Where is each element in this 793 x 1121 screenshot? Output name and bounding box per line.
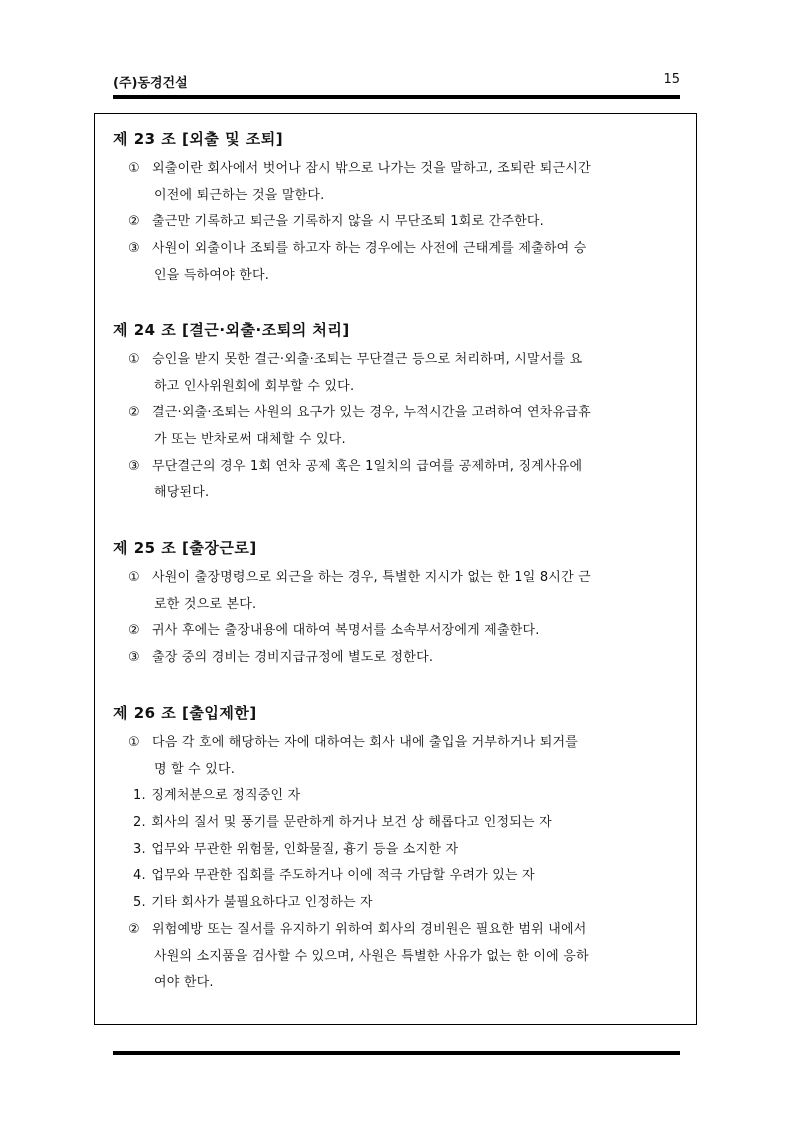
article-title: 제 24 조 [결근·외출·조퇴의 처리] — [113, 321, 350, 339]
clause-continuation: 여야 한다. — [154, 975, 214, 991]
list-item — [113, 837, 685, 864]
article-title: 제 26 조 [출입제한] — [113, 704, 257, 722]
clause-text: 다음 각 호에 해당하는 자에 대하여는 회사 내에 출입을 거부하거나 퇴거를 — [152, 735, 579, 750]
clause-marker: ① — [128, 570, 140, 585]
item-text: 업무와 무관한 위험물, 인화물질, 흉기 등을 소지한 자 — [151, 841, 459, 857]
clause-marker: ③ — [128, 458, 140, 474]
clause-continuation: 해당된다. — [154, 485, 210, 501]
clause-text: 외출이란 회사에서 벗어나 잠시 밖으로 나가는 것을 말하고, 조퇴란 퇴근시간 — [152, 161, 591, 176]
clause-text: 결근·외출·조퇴는 사원의 요구가 있는 경우, 누적시간을 고려하여 연차유급휴 — [152, 405, 591, 421]
clause-marker: ③ — [128, 650, 140, 666]
clause-text: 승인을 받지 못한 결근·외출·조퇴는 무단결근 등으로 처리하며, 시말서를 요 — [152, 352, 583, 367]
list-item — [113, 863, 685, 890]
clause-continuation: 가 또는 반차로써 대체할 수 있다. — [154, 432, 346, 448]
item-number: 1. — [133, 788, 146, 804]
item-number: 5. — [133, 895, 146, 911]
clause-continuation: 하고 인사위원회에 회부할 수 있다. — [154, 378, 355, 394]
list-item — [113, 783, 685, 810]
header-rule — [113, 95, 680, 99]
article-title: 제 23 조 [외출 및 조퇴] — [113, 130, 284, 148]
clause-continuation: 인을 득하여야 한다. — [154, 267, 270, 283]
clause-continuation: 로한 것으로 본다. — [154, 596, 257, 612]
clause-continuation: 사원의 소지품을 검사할 수 있으며, 사원은 특별한 사유가 없는 한 이에 응하 — [154, 948, 589, 964]
article-26 — [113, 702, 685, 997]
clause-line — [113, 917, 685, 944]
footer-rule — [113, 1051, 680, 1055]
clause-line — [113, 347, 685, 374]
clause-text: 위험예방 또는 질서를 유지하기 위하여 회사의 경비원은 필요한 범위 내에서 — [152, 921, 587, 937]
clause-text: 사원이 출장명령으로 외근을 하는 경우, 특별한 지시가 없는 한 1일 8시간 근 — [152, 570, 591, 585]
clause-line — [113, 156, 685, 183]
article-24 — [113, 319, 685, 507]
page-number: 15 — [663, 72, 680, 87]
clause-marker: ① — [128, 352, 140, 367]
article-23 — [113, 128, 685, 289]
clause-text: 사원이 외출이나 조퇴를 하고자 하는 경우에는 사전에 근태계를 제출하여 승 — [152, 241, 587, 257]
company-name: (주)동경건설 — [113, 76, 188, 91]
clause-line — [113, 645, 685, 672]
article-title: 제 25 조 [출장근로] — [113, 539, 257, 557]
clause-marker: ② — [128, 214, 140, 230]
clause-marker: ② — [128, 623, 140, 639]
clause-text: 출장 중의 경비는 경비지급규정에 별도로 정한다. — [152, 650, 434, 666]
item-number: 4. — [133, 868, 146, 884]
clause-marker: ② — [128, 405, 140, 421]
clause-text: 귀사 후에는 출장내용에 대하여 복명서를 소속부서장에게 제출한다. — [152, 623, 540, 639]
clause-marker: ① — [128, 161, 140, 176]
clause-line — [113, 209, 685, 236]
item-number: 2. — [133, 815, 146, 831]
item-number: 3. — [133, 841, 146, 857]
article-25 — [113, 537, 685, 672]
item-text: 회사의 질서 및 풍기를 문란하게 하거나 보건 상 해롭다고 인정되는 자 — [151, 815, 552, 831]
clause-marker: ③ — [128, 241, 140, 257]
list-item — [113, 810, 685, 837]
clause-text: 출근만 기록하고 퇴근을 기록하지 않을 시 무단조퇴 1회로 간주한다. — [152, 214, 544, 230]
list-item — [113, 890, 685, 917]
item-text: 업무와 무관한 집회를 주도하거나 이에 적극 가담할 우려가 있는 자 — [151, 868, 535, 884]
clause-line — [113, 730, 685, 757]
page-header — [113, 72, 680, 94]
clause-line — [113, 400, 685, 427]
clause-marker: ① — [128, 735, 140, 750]
clause-line — [113, 618, 685, 645]
clause-line — [113, 565, 685, 592]
clause-text: 무단결근의 경우 1회 연차 공제 혹은 1일치의 급여를 공제하며, 징계사유에 — [152, 458, 583, 474]
clause-continuation: 이전에 퇴근하는 것을 말한다. — [154, 187, 325, 203]
clause-continuation: 명 할 수 있다. — [154, 761, 236, 777]
clause-marker: ② — [128, 921, 140, 937]
item-text: 징계처분으로 정직중인 자 — [151, 788, 301, 804]
clause-line — [113, 454, 685, 481]
item-text: 기타 회사가 불필요하다고 인정하는 자 — [151, 895, 373, 911]
content-box — [94, 113, 697, 1025]
clause-line — [113, 236, 685, 263]
